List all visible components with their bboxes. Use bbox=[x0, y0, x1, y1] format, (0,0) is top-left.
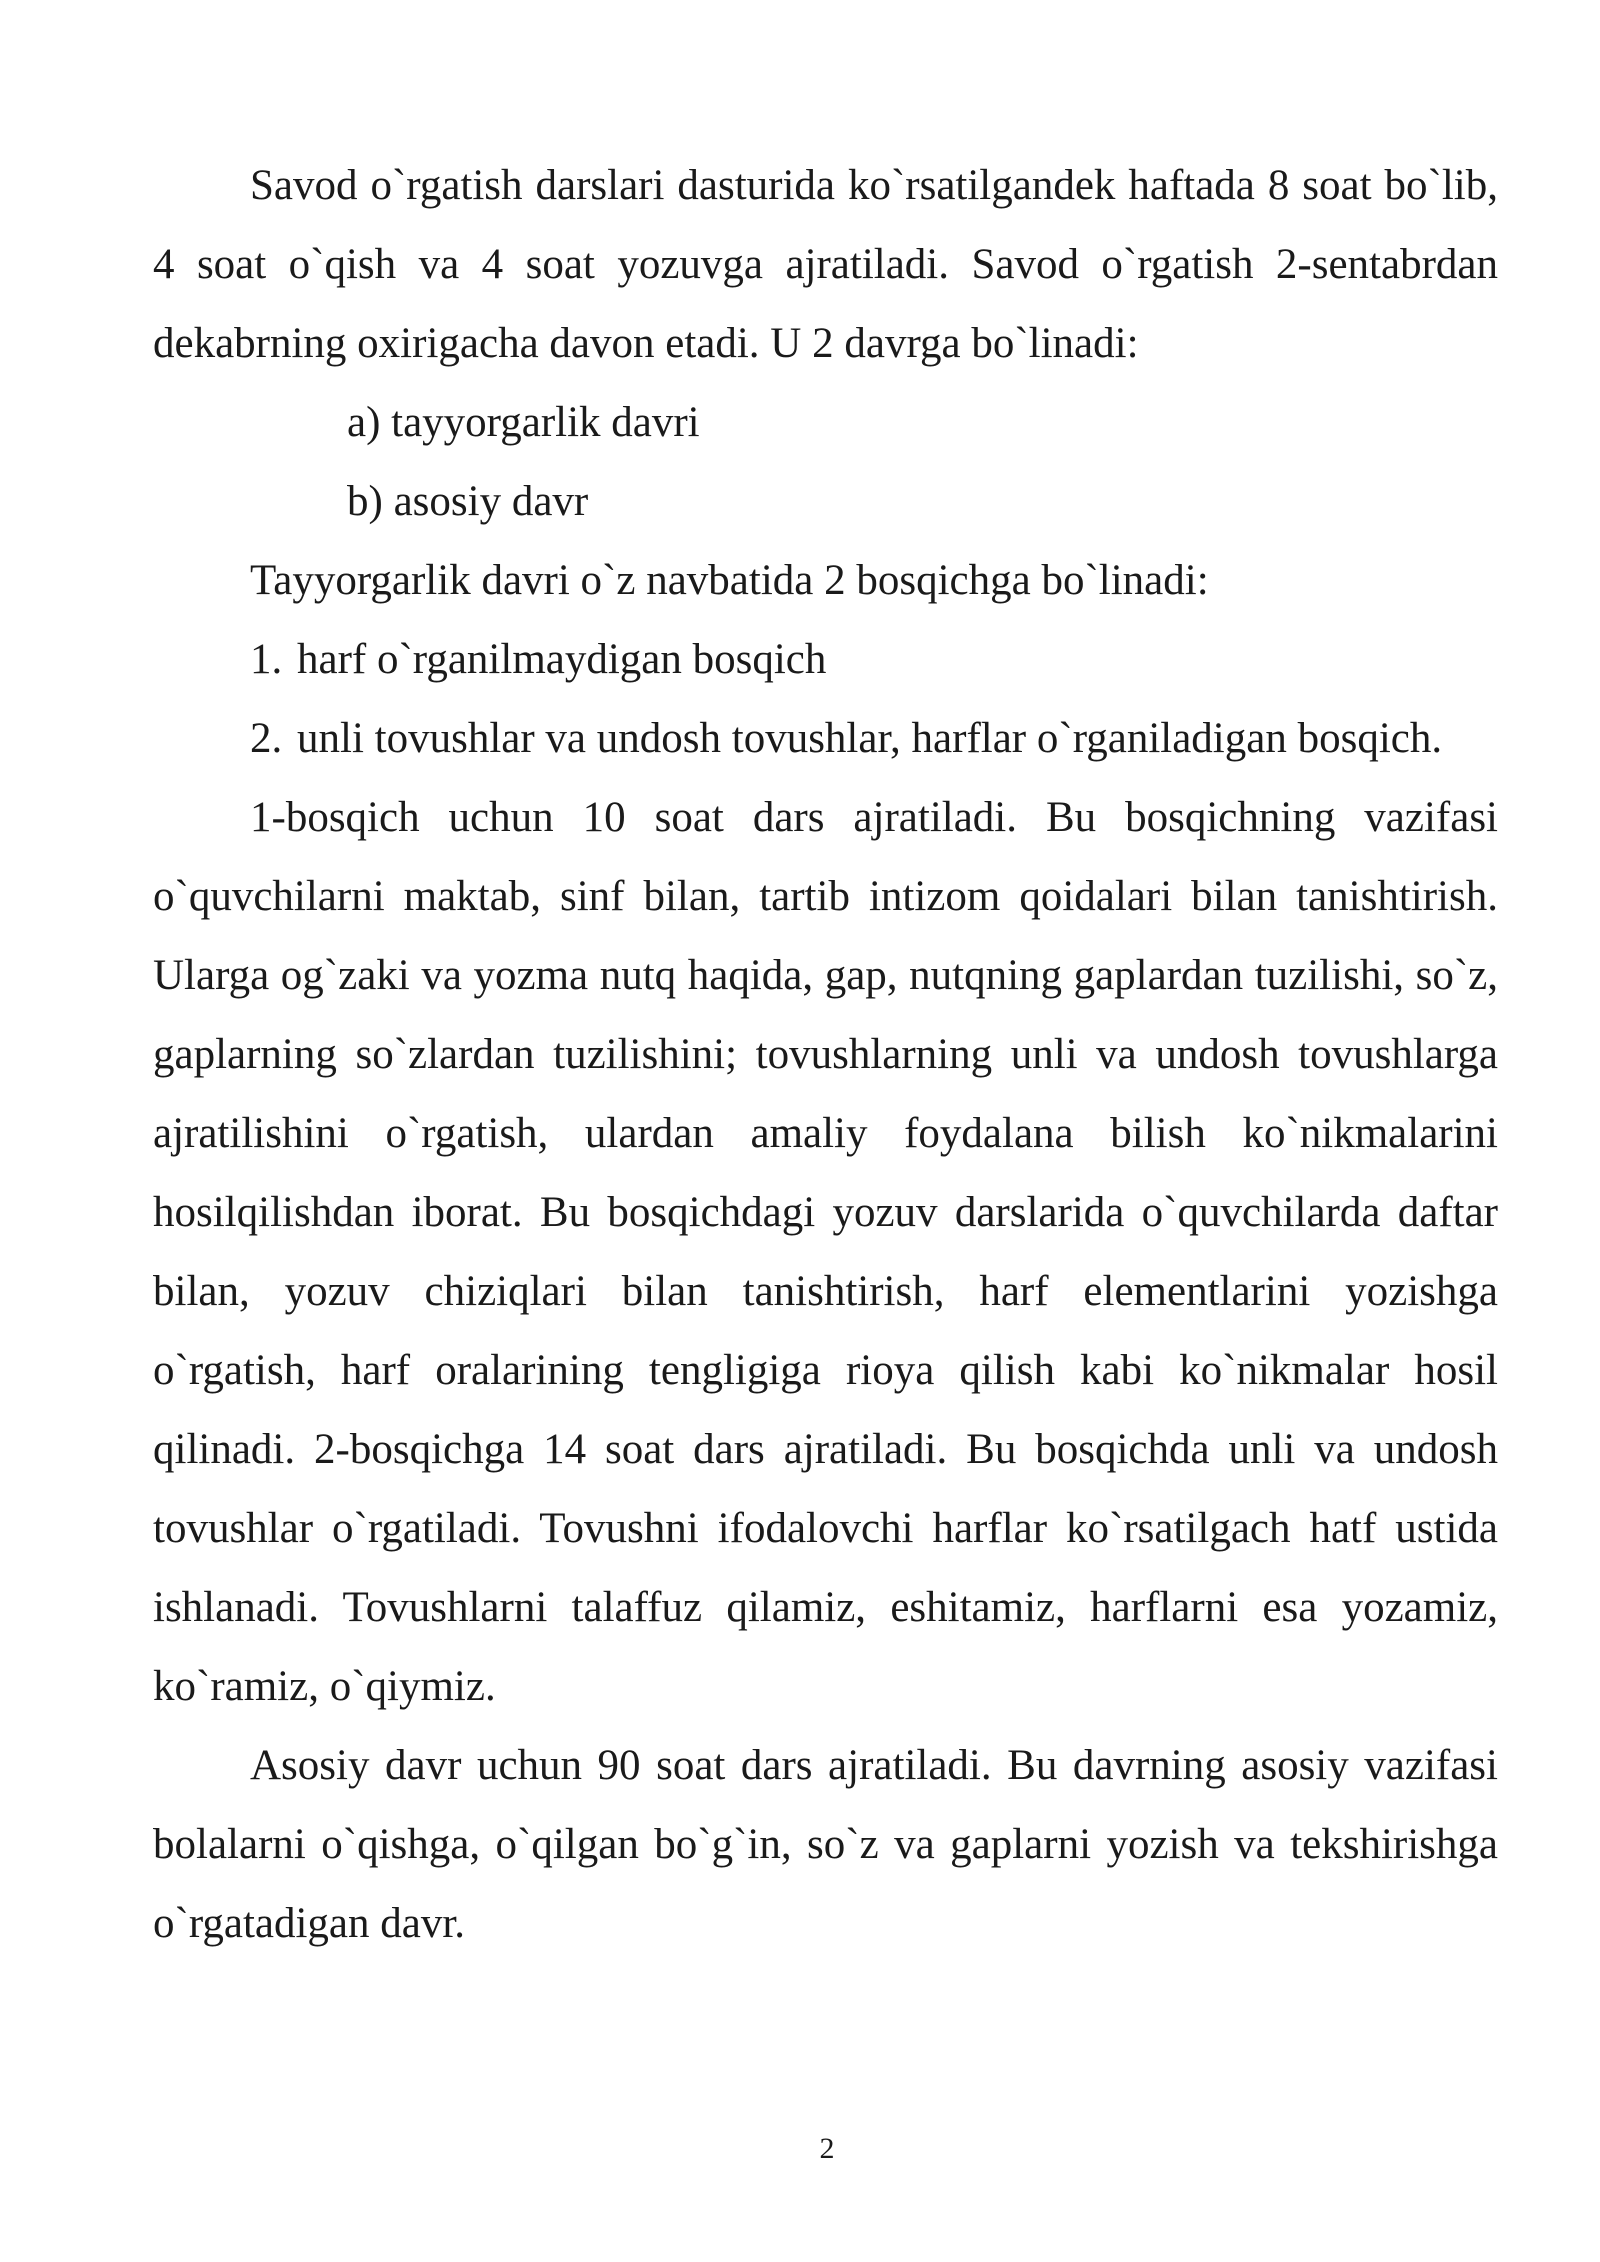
document-page bbox=[153, 146, 1498, 1963]
list-item-a: a) tayyorgarlik davri bbox=[347, 399, 700, 446]
numbered-item-2-number: 2. bbox=[250, 715, 283, 762]
numbered-item-1-text: harf o`rganilmaydigan bosqich bbox=[297, 636, 827, 683]
page-number: 2 bbox=[819, 2132, 835, 2165]
list-item-b: b) asosiy davr bbox=[347, 478, 589, 525]
numbered-item-1 bbox=[153, 620, 1498, 699]
numbered-item-2 bbox=[153, 699, 1498, 778]
paragraph-intro: Savod o`rgatish darslari dasturida ko`rsatilgandek haftada 8 soat bo`lib, 4 soat o`qish va 4 soat yozuvga ajratiladi. Savod o`rgatish 2-sentabrdan dekabrning oxirigacha davon etadi. U 2 davrga bo`linadi: bbox=[153, 162, 1498, 367]
paragraph-stage-one: 1-bosqich uchun 10 soat dars ajratiladi. Bu bosqichning vazifasi o`quvchilarni maktab, sinf bilan, tartib intizom qoidalari bilan tanishtirish. Ularga og`zaki va yozma nutq haqida, gap, nutqning gaplardan tuzilishi, so`z, gaplarning so`zlardan tuzilishini; tovushlarning unli va undosh tovushlarga ajratilishini o`rgatish, ulardan amaliy foydalana bilish ko`nikmalarini hosilqilishdan iborat. Bu bosqichdagi yozuv darslarida o`quvchilarda daftar bilan, yozuv chiziqlari bilan tanishtirish, harf elementlarini yozishga o`rgatish, harf oralarining tengligiga rioya qilish kabi ko`nikmalar hosil qilinadi. 2-bosqichga 14 soat dars ajratiladi. Bu bosqichda unli va undosh tovushlar o`rgatiladi. Tovushni ifodalovchi harflar ko`rsatilgach hatf ustida ishlanadi. Tovushlarni talaffuz qilamiz, eshitamiz, harflarni esa yozamiz, ko`ramiz, o`qiymiz. bbox=[153, 794, 1498, 1710]
paragraph-main-period: Asosiy davr uchun 90 soat dars ajratiladi. Bu davrning asosiy vazifasi bolalarni o`qishga, o`qilgan bo`g`in, so`z va gaplarni yozish va tekshirishga o`rgatadigan davr. bbox=[153, 1742, 1498, 1947]
paragraph-preparatory-stages: Tayyorgarlik davri o`z navbatida 2 bosqichga bo`linadi: bbox=[250, 557, 1209, 604]
numbered-item-2-text: unli tovushlar va undosh tovushlar, harflar o`rganiladigan bosqich. bbox=[297, 715, 1443, 762]
numbered-item-1-number: 1. bbox=[250, 636, 283, 683]
